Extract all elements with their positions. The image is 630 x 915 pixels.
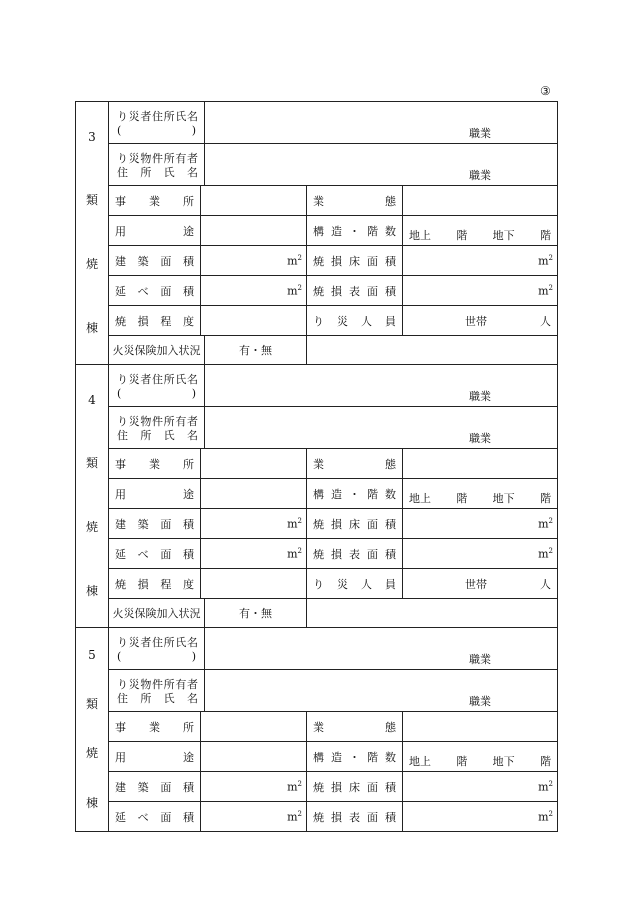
owner-field[interactable]: 職業 xyxy=(205,670,558,712)
damage-degree-label: 焼損程度 xyxy=(109,569,201,599)
structure-label: 構造・階数 xyxy=(307,742,403,772)
building-area-field[interactable]: $m^2$ xyxy=(201,246,307,276)
use-label: 用途 xyxy=(109,216,201,246)
burned-floor-area-field[interactable]: $m^2$ xyxy=(403,772,558,802)
structure-field[interactable]: 地上 階 地下 階 xyxy=(403,479,558,509)
victims-field[interactable]: 世帯 人 xyxy=(403,306,558,336)
use-label: 用途 xyxy=(109,479,201,509)
section-4-label: 4 類 焼 棟 xyxy=(76,365,109,628)
office-label: 事業所 xyxy=(109,712,201,742)
owner-field[interactable]: 職業 xyxy=(205,407,558,449)
fire-insurance-label: 火災保険加入状況 xyxy=(109,599,205,628)
total-floor-area-label: 延べ面積 xyxy=(109,539,201,569)
business-type-label: 業態 xyxy=(307,186,403,216)
section-number: 5 xyxy=(88,647,96,662)
damage-degree-label: 焼損程度 xyxy=(109,306,201,336)
section-number: 3 xyxy=(88,129,96,144)
fire-damage-form xyxy=(75,101,557,832)
victim-name-field[interactable]: 職業 xyxy=(205,628,558,670)
burned-floor-area-field[interactable]: $m^2$ xyxy=(403,246,558,276)
damage-degree-field[interactable] xyxy=(201,306,307,336)
fire-insurance-yes-no[interactable]: 有・無 xyxy=(205,336,307,365)
owner-label: り災物件所有者 住所氏名 xyxy=(109,670,205,712)
fire-insurance-field[interactable] xyxy=(307,336,558,365)
total-floor-area-label: 延べ面積 xyxy=(109,802,201,832)
victim-name-label: り災者住所氏名 ( ) xyxy=(109,628,205,670)
owner-field[interactable]: 職業 xyxy=(205,144,558,186)
building-area-field[interactable]: $m^2$ xyxy=(201,509,307,539)
total-floor-area-field[interactable]: $m^2$ xyxy=(201,802,307,832)
business-type-label: 業態 xyxy=(307,449,403,479)
total-floor-area-field[interactable]: $m^2$ xyxy=(201,276,307,306)
burned-surface-area-label: 焼損表面積 xyxy=(307,802,403,832)
business-type-field[interactable] xyxy=(403,449,558,479)
building-area-label: 建築面積 xyxy=(109,246,201,276)
burned-surface-area-label: 焼損表面積 xyxy=(307,539,403,569)
office-field[interactable] xyxy=(201,712,307,742)
burned-surface-area-field[interactable]: $m^2$ xyxy=(403,539,558,569)
business-type-field[interactable] xyxy=(403,186,558,216)
building-area-label: 建築面積 xyxy=(109,772,201,802)
damage-degree-field[interactable] xyxy=(201,569,307,599)
business-type-label: 業態 xyxy=(307,712,403,742)
owner-label: り災物件所有者 住所氏名 xyxy=(109,407,205,449)
section-3-label: 3 類 焼 棟 xyxy=(76,102,109,365)
burned-surface-area-label: 焼損表面積 xyxy=(307,276,403,306)
page-number: ③ xyxy=(540,84,551,98)
structure-field[interactable]: 地上 階 地下 階 xyxy=(403,216,558,246)
victim-name-field[interactable]: 職業 xyxy=(205,365,558,407)
business-type-field[interactable] xyxy=(403,712,558,742)
victim-name-field[interactable]: 職業 xyxy=(205,102,558,144)
burned-floor-area-label: 焼損床面積 xyxy=(307,246,403,276)
victims-field[interactable]: 世帯 人 xyxy=(403,569,558,599)
use-field[interactable] xyxy=(201,479,307,509)
burned-surface-area-field[interactable]: $m^2$ xyxy=(403,802,558,832)
use-label: 用途 xyxy=(109,742,201,772)
owner-label: り災物件所有者 住所氏名 xyxy=(109,144,205,186)
victim-name-label: り災者住所氏名 ( ) xyxy=(109,365,205,407)
office-field[interactable] xyxy=(201,449,307,479)
fire-insurance-field[interactable] xyxy=(307,599,558,628)
section-number: 4 xyxy=(88,392,96,407)
structure-field[interactable]: 地上 階 地下 階 xyxy=(403,742,558,772)
fire-insurance-yes-no[interactable]: 有・無 xyxy=(205,599,307,628)
total-floor-area-label: 延べ面積 xyxy=(109,276,201,306)
use-field[interactable] xyxy=(201,216,307,246)
structure-label: 構造・階数 xyxy=(307,216,403,246)
victims-label: り災人員 xyxy=(307,569,403,599)
building-area-field[interactable]: $m^2$ xyxy=(201,772,307,802)
victim-name-label: り災者住所氏名 ( ) xyxy=(109,102,205,144)
burned-floor-area-field[interactable]: $m^2$ xyxy=(403,509,558,539)
structure-label: 構造・階数 xyxy=(307,479,403,509)
office-label: 事業所 xyxy=(109,186,201,216)
burned-floor-area-label: 焼損床面積 xyxy=(307,772,403,802)
fire-insurance-label: 火災保険加入状況 xyxy=(109,336,205,365)
office-label: 事業所 xyxy=(109,449,201,479)
victims-label: り災人員 xyxy=(307,306,403,336)
section-5-label: 5 類 焼 棟 xyxy=(76,628,109,832)
burned-surface-area-field[interactable]: $m^2$ xyxy=(403,276,558,306)
building-area-label: 建築面積 xyxy=(109,509,201,539)
total-floor-area-field[interactable]: $m^2$ xyxy=(201,539,307,569)
use-field[interactable] xyxy=(201,742,307,772)
burned-floor-area-label: 焼損床面積 xyxy=(307,509,403,539)
office-field[interactable] xyxy=(201,186,307,216)
form-table xyxy=(75,101,558,832)
